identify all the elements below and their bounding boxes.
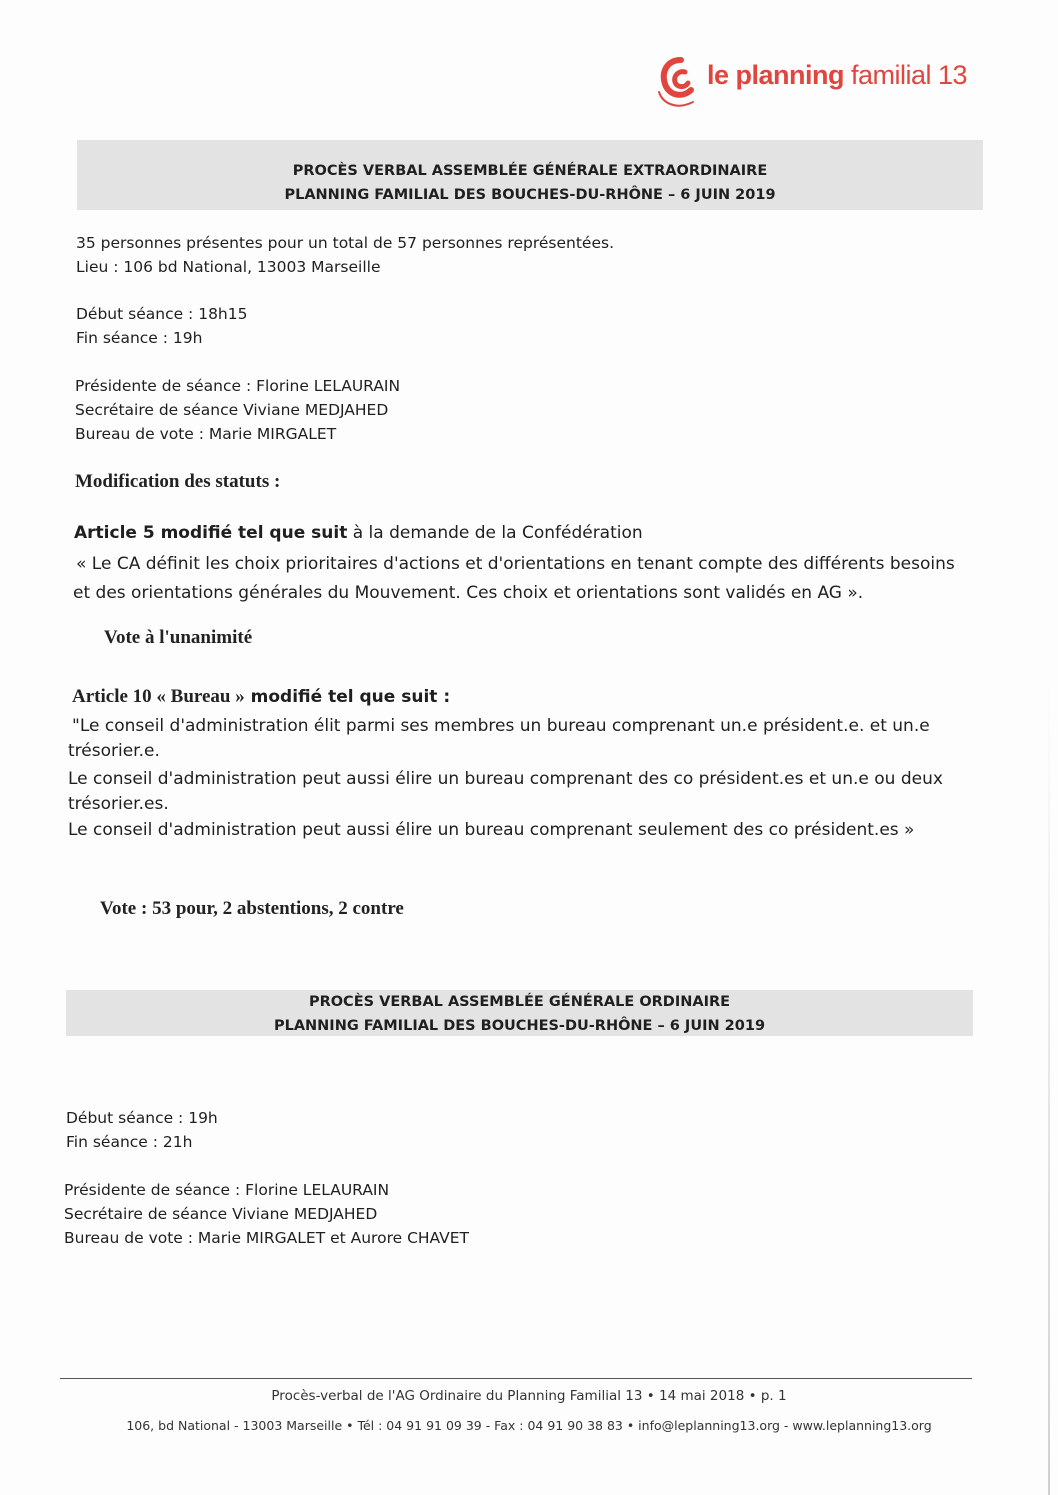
footer-divider xyxy=(60,1378,972,1379)
header-title: PROCÈS VERBAL ASSEMBLÉE GÉNÉRALE ORDINAIRE xyxy=(308,994,731,1010)
brand-name-light: familial 13 xyxy=(844,60,968,90)
article5-vote: Vote à l'unanimité xyxy=(104,627,253,648)
article5-title-bold: Article 5 modifié tel que suit xyxy=(74,523,348,543)
session-end: Fin séance : 21h xyxy=(66,1133,193,1151)
article10-text-line: trésorier.es. xyxy=(68,794,169,814)
article5-text-line: « Le CA définit les choix prioritaires d'actions et d'orientations en tenant compte des différents besoins xyxy=(76,554,955,574)
article5-title xyxy=(74,523,643,543)
scan-edge-shadow xyxy=(1048,680,1050,1495)
article10-text-line: Le conseil d'administration peut aussi élire un bureau comprenant des co président.es et un.e ou deux xyxy=(68,769,943,789)
attendance-text: 35 personnes présentes pour un total de 57 personnes représentées. xyxy=(76,234,614,252)
article10-text-line: trésorier.e. xyxy=(68,741,160,761)
session-president: Présidente de séance : Florine LELAURAIN xyxy=(64,1181,390,1199)
article10-title xyxy=(72,686,450,708)
session-secretary: Secrétaire de séance Viviane MEDJAHED xyxy=(75,401,389,419)
article5-title-rest: à la demande de la Confédération xyxy=(347,523,643,543)
header-title: PROCÈS VERBAL ASSEMBLÉE GÉNÉRALE EXTRAORDINAIRE xyxy=(292,163,768,179)
article10-vote: Vote : 53 pour, 2 abstentions, 2 contre xyxy=(100,898,404,919)
footer-reference: Procès-verbal de l'AG Ordinaire du Planning Familial 13 • 14 mai 2018 • p. 1 xyxy=(271,1388,787,1404)
modification-title: Modification des statuts : xyxy=(75,471,281,492)
swirl-logo-icon xyxy=(655,52,705,112)
brand-name xyxy=(707,60,967,91)
brand-name-bold: le planning xyxy=(707,60,845,90)
voting-office: Bureau de vote : Marie MIRGALET et Aurore CHAVET xyxy=(64,1229,470,1247)
voting-office: Bureau de vote : Marie MIRGALET xyxy=(75,425,337,443)
article10-text-line: "Le conseil d'administration élit parmi ses membres un bureau comprenant un.e président.e. et un.e xyxy=(72,716,930,736)
extraordinary-meeting-header xyxy=(77,140,983,210)
footer-contact: 106, bd National - 13003 Marseille • Tél : 04 91 91 09 39 - Fax : 04 91 90 38 83 • info@leplanning13.org - www.leplanning13.org xyxy=(126,1418,932,1433)
session-start: Début séance : 18h15 xyxy=(76,305,248,323)
article10-title-rest: modifié tel que suit : xyxy=(244,687,451,707)
header-subtitle: PLANNING FAMILIAL DES BOUCHES-DU-RHÔNE – 6 JUIN 2019 xyxy=(284,187,776,203)
article10-text-line: Le conseil d'administration peut aussi élire un bureau comprenant seulement des co président.es » xyxy=(68,820,915,840)
article5-text-line: et des orientations générales du Mouvement. Ces choix et orientations sont validés en AG ». xyxy=(73,583,864,603)
article10-title-serif: Article 10 « Bureau » xyxy=(72,686,245,707)
session-secretary: Secrétaire de séance Viviane MEDJAHED xyxy=(64,1205,378,1223)
location-text: Lieu : 106 bd National, 13003 Marseille xyxy=(76,258,381,276)
ordinary-meeting-header xyxy=(66,990,973,1036)
header-subtitle: PLANNING FAMILIAL DES BOUCHES-DU-RHÔNE – 6 JUIN 2019 xyxy=(273,1018,766,1034)
session-end: Fin séance : 19h xyxy=(76,329,203,347)
session-president: Présidente de séance : Florine LELAURAIN xyxy=(75,377,401,395)
planning-familial-logo xyxy=(655,52,995,112)
session-start: Début séance : 19h xyxy=(66,1109,218,1127)
